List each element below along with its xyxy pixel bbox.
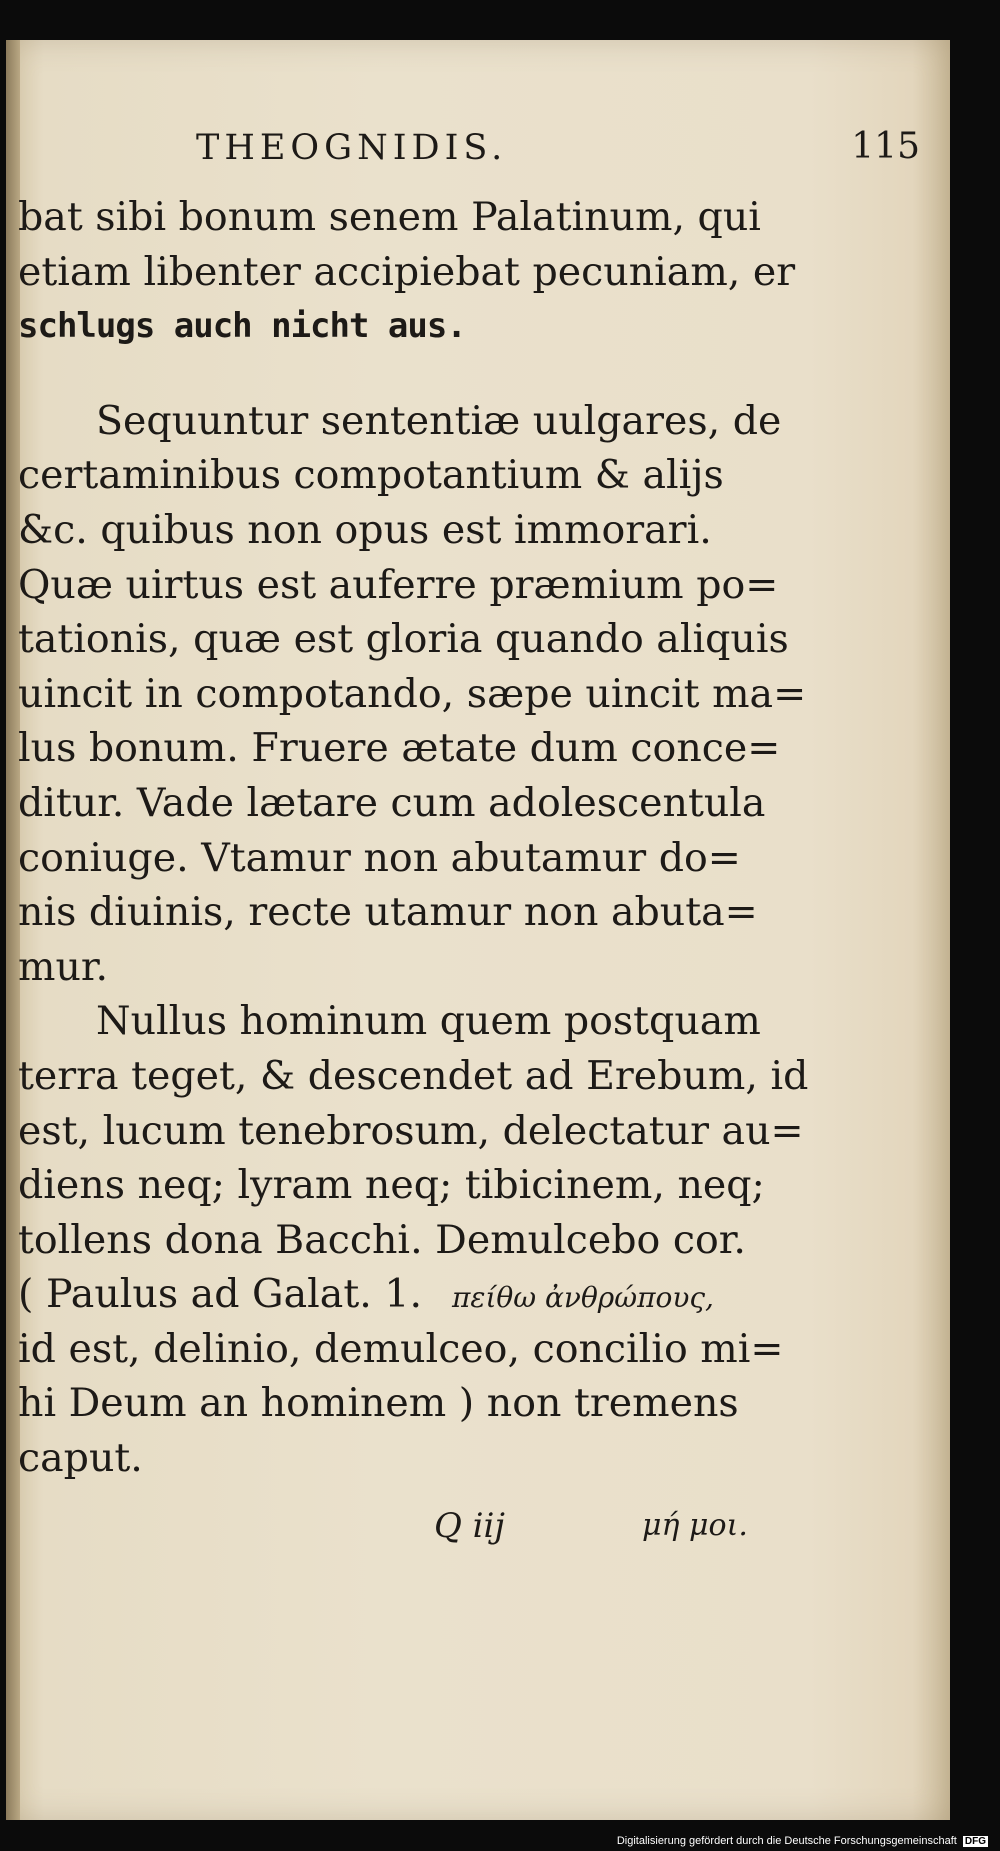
text-line: coniuge. Vtamur non abutamur do= [18, 834, 741, 881]
text-line: bat sibi bonum senem Palatinum, qui [18, 194, 761, 240]
book-page [6, 40, 950, 1820]
text-line-with-greek [18, 1267, 758, 1322]
text-line: est, lucum tenebrosum, delectatur au= [18, 1107, 804, 1154]
text-line: terra teget, & descendet ad Erebum, id [18, 1052, 809, 1099]
text-line: uincit in compotando, sæpe uincit ma= [18, 670, 807, 717]
catchword: μή μοι. [642, 1508, 748, 1543]
text-line: Nullus hominum quem postquam [96, 998, 761, 1045]
folio-number: 115 [851, 126, 920, 167]
signature-mark: Q iij [434, 1506, 505, 1546]
text-line: certaminibus compotantium & alijs [18, 452, 724, 499]
text-line: tollens dona Bacchi. Demulcebo cor. [18, 1216, 746, 1263]
text-line: diens neq; lyram neq; tibicinem, neq; [18, 1162, 765, 1209]
text-line: &c. quibus non opus est immorari. [18, 506, 712, 553]
text-line-blackletter: schlugs auch nicht aus. [18, 306, 466, 347]
running-title: THEOGNIDIS. [196, 128, 508, 168]
text-line: hi Deum an hominem ) non tremens [18, 1380, 739, 1427]
text-line: nis diuinis, recte utamur non abuta= [18, 889, 758, 936]
body-text [18, 190, 809, 1486]
text-line: etiam libenter accipiebat pecuniam, er [18, 248, 796, 295]
paragraph-gap [18, 354, 758, 394]
dfg-logo: DFG [964, 1836, 986, 1847]
credit-text: Digitalisierung gefördert durch die Deutsche Forschungsgemeinschaft [616, 1835, 957, 1847]
greek-text: πείθω ἀνθρώπους, [452, 1281, 714, 1315]
text-line: lus bonum. Fruere ætate dum conce= [18, 725, 781, 772]
text-line: Sequuntur sententiæ uulgares, de [96, 397, 782, 444]
text-line: mur. [18, 943, 108, 990]
digitization-credit [617, 1835, 988, 1847]
latin-text: ( Paulus ad Galat. 1. [18, 1271, 423, 1318]
text-line: Quæ uirtus est auferre præmium po= [18, 561, 779, 608]
text-line: caput. [18, 1435, 143, 1482]
text-line: id est, delinio, demulceo, concilio mi= [18, 1325, 784, 1372]
text-line: tationis, quæ est gloria quando aliquis [18, 616, 789, 663]
text-line: ditur. Vade lætare cum adolescentula [18, 779, 766, 826]
